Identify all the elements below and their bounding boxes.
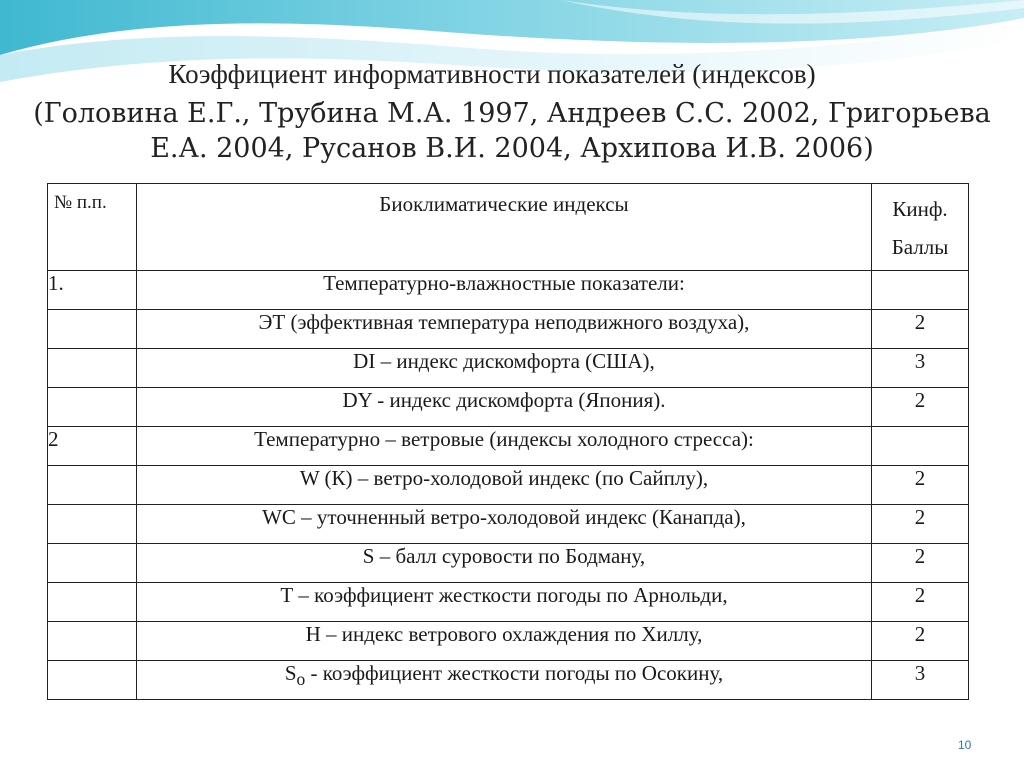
row-number [48,622,137,661]
row-score: 2 [872,505,969,544]
row-number [48,583,137,622]
table-header-row [48,184,969,271]
row-number [48,505,137,544]
row-number [48,661,137,700]
row-name: WC – уточненный ветро-холодовой индекс (Канапда), [136,505,871,544]
row-name-main: S [284,661,297,685]
header-name: Биоклиматические индексы [136,184,871,271]
table-row [48,505,969,544]
row-name-subscript: o [296,669,306,690]
header-score-line2: Баллы [891,235,949,259]
row-name-rest: - коэффициент жесткости погоды по Осокину, [305,661,724,685]
row-score [872,427,969,466]
title-line-1: Коэффициент информативности показателей (индексов) [168,59,816,89]
header-score [872,184,969,271]
row-score: 2 [872,622,969,661]
header-number: № п.п. [48,184,137,271]
row-number: 1. [48,271,137,310]
row-name: DY - индекс дискомфорта (Япония). [136,388,871,427]
slide-title [0,58,1024,165]
row-name: Т – коэффициент жесткости погоды по Арнольди, [136,583,871,622]
table-row [48,310,969,349]
row-score: 2 [872,466,969,505]
row-number [48,349,137,388]
table-row [48,583,969,622]
row-number [48,310,137,349]
page-number: 10 [958,738,972,752]
row-number: 2 [48,427,137,466]
table-row [48,427,969,466]
row-name: Температурно – ветровые (индексы холодного стресса): [136,427,871,466]
row-score [872,271,969,310]
table-row [48,388,969,427]
row-number [48,388,137,427]
table-row [48,271,969,310]
row-score: 3 [872,661,969,700]
table-row [48,466,969,505]
title-line-3: Е.А. 2004, Русанов В.И. 2004, Архипова И.В. 2006) [150,132,874,164]
table-row [48,349,969,388]
row-name: S – балл суровости по Бодману, [136,544,871,583]
row-number [48,544,137,583]
table-row [48,622,969,661]
row-score: 2 [872,310,969,349]
row-score: 2 [872,388,969,427]
row-name: Н – индекс ветрового охлаждения по Хиллу, [136,622,871,661]
row-score: 2 [872,583,969,622]
table-row [48,661,969,700]
title-line-2: (Головина Е.Г., Трубина М.А. 1997, Андреев С.С. 2002, Григорьева [33,98,991,130]
row-name [136,661,871,700]
row-score: 3 [872,349,969,388]
table-row [48,544,969,583]
row-name: W (К) – ветро-холодовой индекс (по Сайплу), [136,466,871,505]
row-number [48,466,137,505]
row-name: DI – индекс дискомфорта (США), [136,349,871,388]
bioclimatic-indices-table [47,183,969,700]
header-score-line1: Кинф. [892,197,948,221]
row-name: Температурно-влажностные показатели: [136,271,871,310]
row-score: 2 [872,544,969,583]
row-name: ЭТ (эффективная температура неподвижного воздуха), [136,310,871,349]
